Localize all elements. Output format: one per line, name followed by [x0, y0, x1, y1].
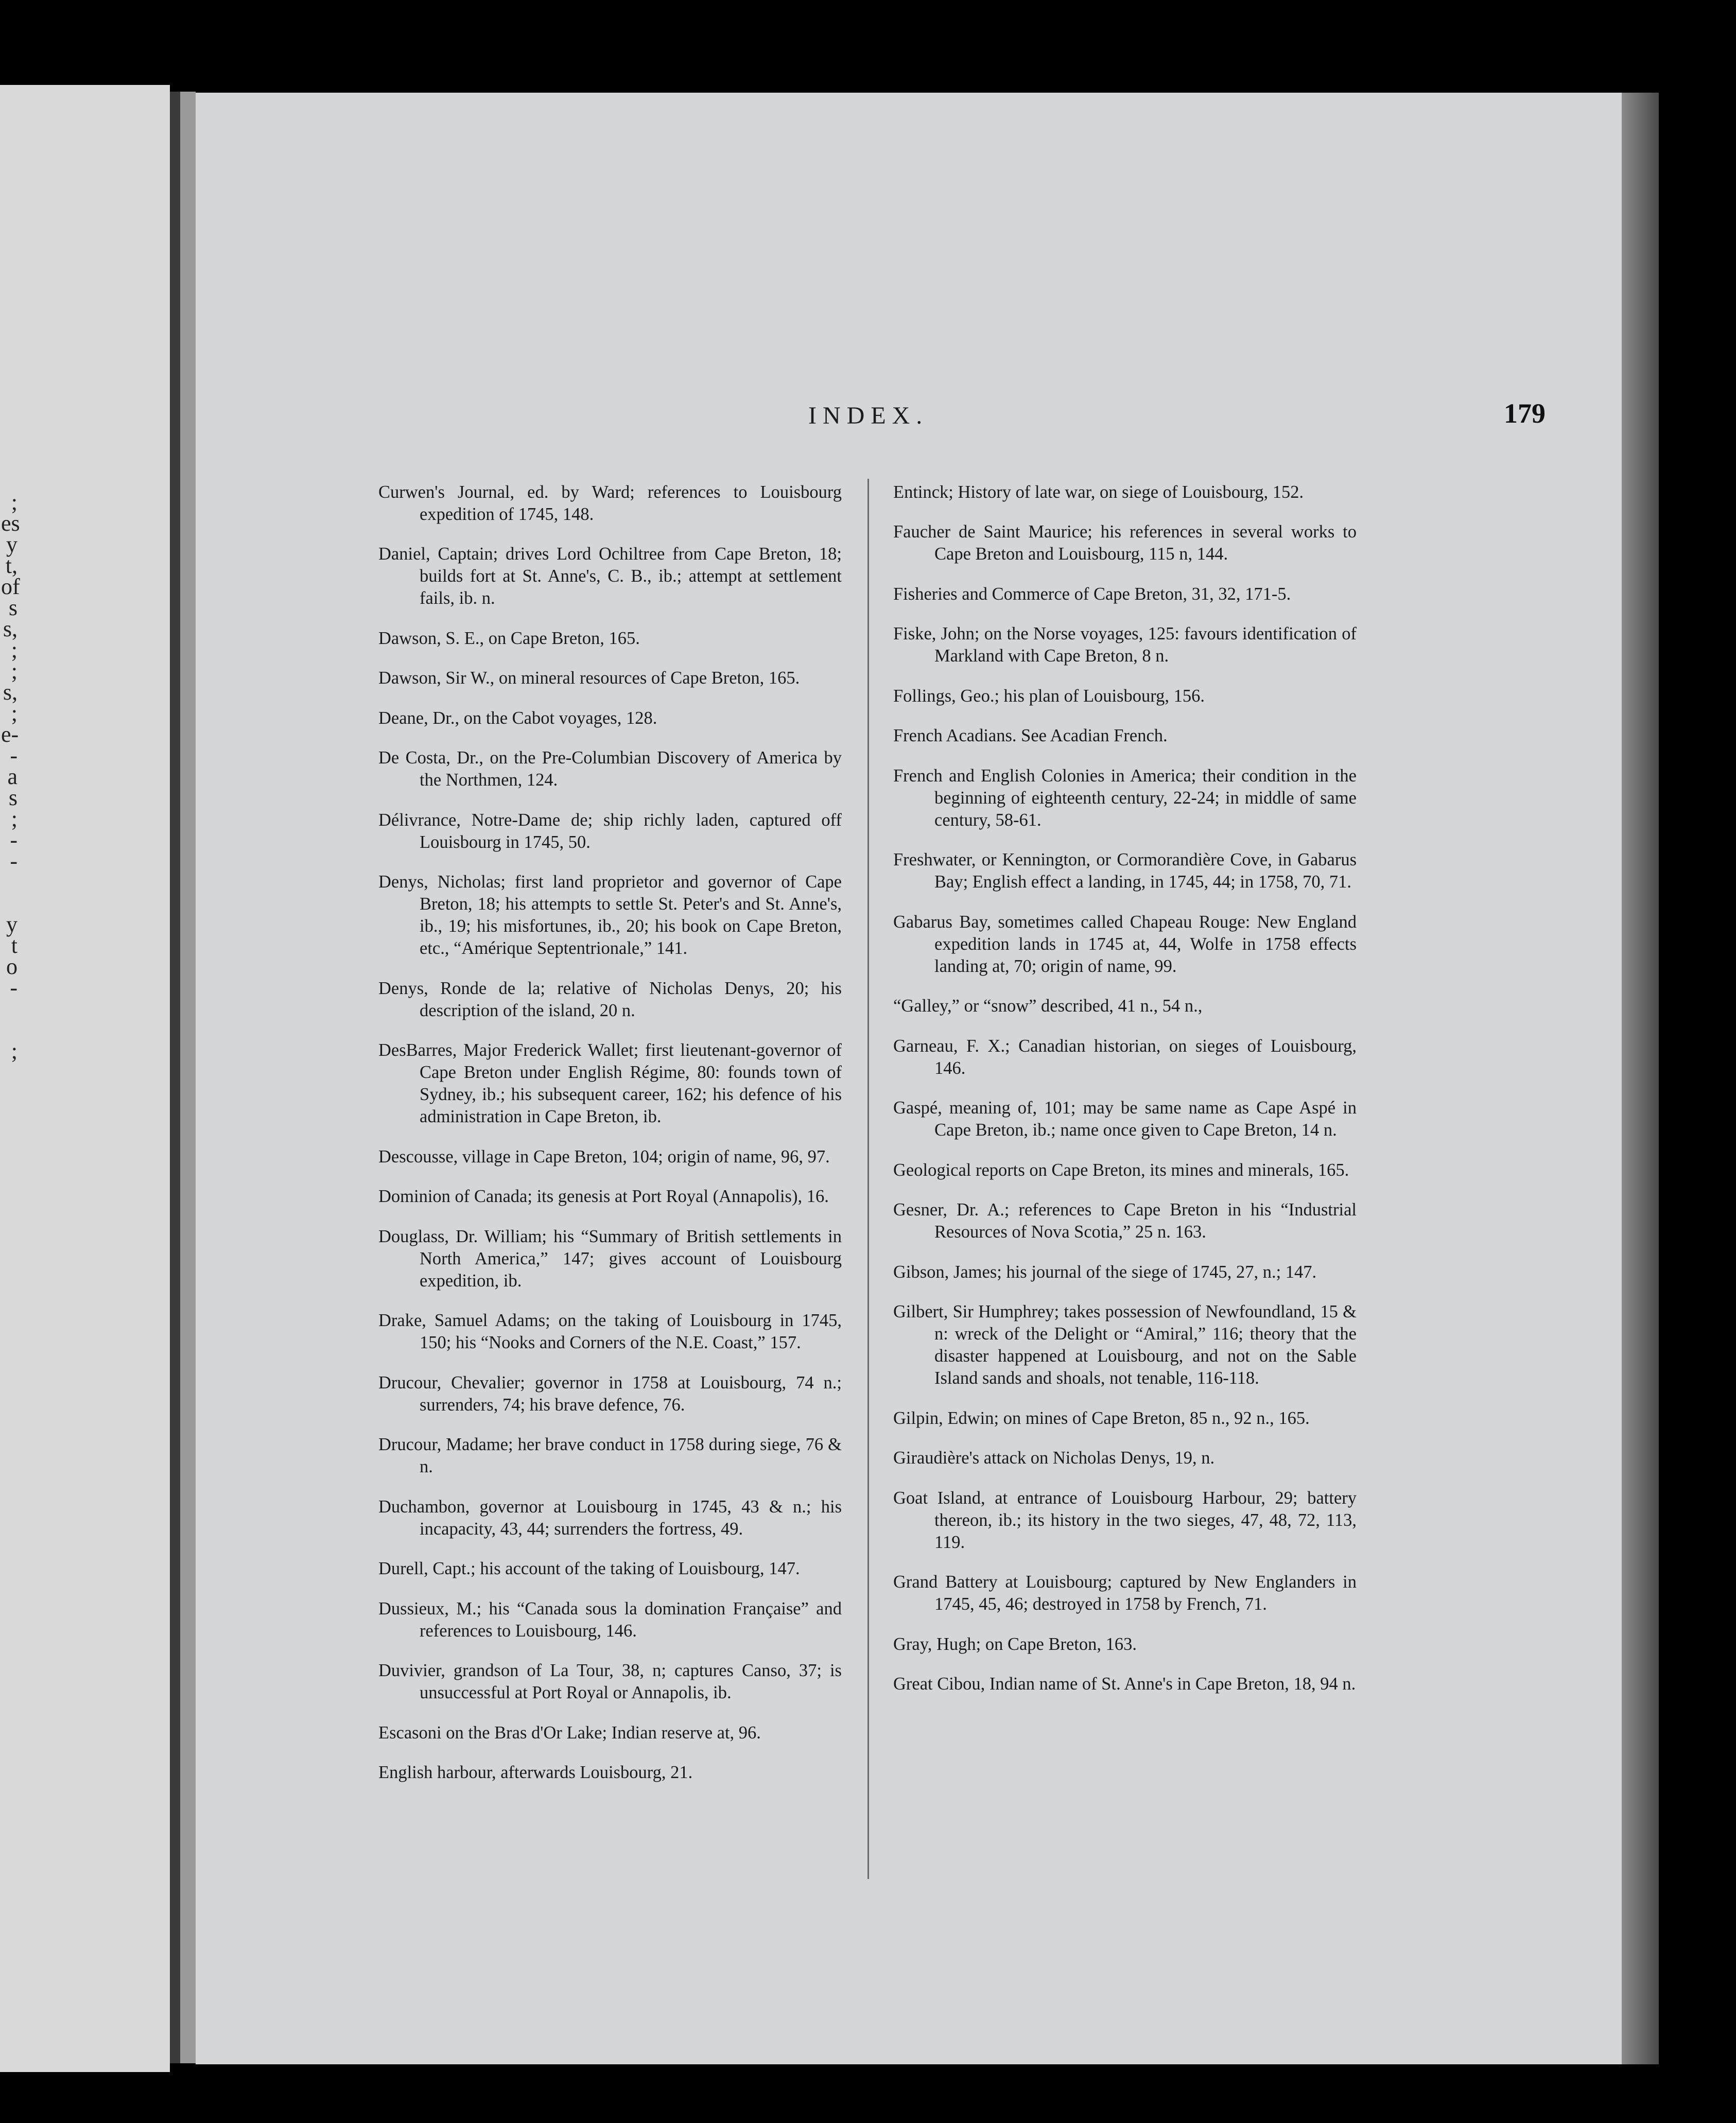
left-page-fragment-line: - [10, 827, 18, 852]
index-column-left [378, 463, 842, 1796]
left-page-fragment-line: ; [11, 658, 18, 684]
page-number: 179 [1504, 398, 1546, 429]
index-entry: Dominion of Canada; its genesis at Port Royal (Annapolis), 16. [378, 1187, 829, 1206]
page-edge-shadow [1622, 93, 1659, 2064]
index-entry: Giraudière's attack on Nicholas Denys, 19, n. [893, 1448, 1215, 1468]
index-entry: Garneau, F. X.; Canadian historian, on sieges of Louisbourg, 146. [893, 1036, 1357, 1078]
index-entry: “Galley,” or “snow” described, 41 n., 54 n., [893, 996, 1203, 1016]
left-page-fragment-line: o [6, 954, 18, 979]
index-entry: Dawson, Sir W., on mineral resources of Cape Breton, 165. [378, 668, 800, 688]
index-entry: Gabarus Bay, sometimes called Chapeau Rouge: New England expedition lands in 1745 at, 44, Wolfe in 1758 effects landing at, 70; origin of name, 99. [893, 912, 1357, 976]
left-page-fragment-line: t [11, 933, 18, 958]
left-page-fragment-line: ; [11, 701, 18, 726]
left-page-fragment-line: ; [11, 490, 18, 515]
left-page-fragment-line: a [7, 764, 18, 789]
left-page-fragment-line: es [1, 511, 20, 536]
index-entry: Duvivier, grandson of La Tour, 38, n; captures Canso, 37; is unsuccessful at Port Royal or Annapolis, ib. [378, 1661, 842, 1702]
index-entry: Duchambon, governor at Louisbourg in 1745, 43 & n.; his incapacity, 43, 44; surrenders the fortress, 49. [378, 1496, 842, 1539]
index-column-right [893, 463, 1357, 1707]
index-entry: Great Cibou, Indian name of St. Anne's in Cape Breton, 18, 94 n. [893, 1674, 1356, 1694]
index-entry: Entinck; History of late war, on siege of Louisbourg, 152. [893, 482, 1304, 502]
index-entry: English harbour, afterwards Louisbourg, 21. [378, 1763, 693, 1782]
index-entry: Gilpin, Edwin; on mines of Cape Breton, 85 n., 92 n., 165. [893, 1408, 1310, 1428]
left-page-fragment-line: y [6, 912, 18, 937]
left-page-fragment-line: y [6, 532, 18, 557]
left-page-fragment-line: ; [11, 637, 18, 663]
index-entry: Goat Island, at entrance of Louisbourg Harbour, 29; battery thereon, ib.; its history in the two sieges, 47, 48, 72, 113, 119. [893, 1488, 1357, 1552]
index-entry: French Acadians. See Acadian French. [893, 726, 1168, 745]
index-entry: Escasoni on the Bras d'Or Lake; Indian reserve at, 96. [378, 1722, 761, 1743]
index-entry: DesBarres, Major Frederick Wallet; first lieutenant-governor of Cape Breton under English Régime, 80: founds town of Sydney, ib.; his subsequent career, 162; his defence of his administration in Cape Breton, ib. [378, 1040, 842, 1126]
left-page-fragment-line: s [8, 785, 18, 810]
index-entry: Faucher de Saint Maurice; his references in several works to Cape Breton and Louisbourg, 115 n, 144. [893, 522, 1357, 564]
left-page-fragment-line: - [10, 743, 18, 768]
index-entry: Gilbert, Sir Humphrey; takes possession of Newfoundland, 15 & n: wreck of the Delight or “Amiral,” 116; theory that the disaster happened at Louisbourg, and not on the Sable Island sands and shoals, not tenable, 116-118. [893, 1302, 1357, 1388]
left-page-fragment-line: of [1, 574, 20, 599]
page-title: INDEX. [808, 402, 929, 429]
running-head [196, 398, 1622, 432]
index-entry: Curwen's Journal, ed. by Ward; references to Louisbourg expedition of 1745, 148. [378, 482, 842, 524]
left-page-fragment-line: s [8, 595, 18, 620]
index-entry: Gesner, Dr. A.; references to Cape Breton in his “Industrial Resources of Nova Scotia,” 25 n. 163. [893, 1200, 1357, 1242]
index-entry: Drucour, Madame; her brave conduct in 1758 during siege, 76 & n. [378, 1435, 842, 1476]
index-entry: Fiske, John; on the Norse voyages, 125: favours identification of Markland with Cape Breton, 8 n. [893, 624, 1357, 666]
left-page-fragment [0, 85, 170, 2072]
index-entry: French and English Colonies in America; their condition in the beginning of eighteenth century, 22-24; in middle of same century, 58-61. [893, 765, 1357, 830]
index-entry: Durell, Capt.; his account of the taking of Louisbourg, 147. [378, 1559, 800, 1578]
index-entry: Grand Battery at Louisbourg; captured by New Englanders in 1745, 45, 46; destroyed in 1758 by French, 71. [893, 1572, 1357, 1614]
book-gutter-shadow [170, 92, 180, 2063]
left-page-fragment-line [1, 1019, 18, 1040]
index-entry: Fisheries and Commerce of Cape Breton, 31, 32, 171-5. [893, 584, 1291, 604]
left-page-fragment-line: ; [11, 1038, 18, 1064]
index-entry: Daniel, Captain; drives Lord Ochiltree from Cape Breton, 18; builds fort at St. Anne's, C. B., ib.; attempt at settlement fails, ib. n. [378, 544, 842, 608]
left-page-text-edge [1, 492, 18, 1062]
index-entry: Follings, Geo.; his plan of Louisbourg, 156. [893, 686, 1205, 706]
index-entry: Dawson, S. E., on Cape Breton, 165. [378, 628, 640, 648]
left-page-fragment-line [1, 893, 18, 914]
index-entry: Gibson, James; his journal of the siege of 1745, 27, n.; 147. [893, 1262, 1317, 1282]
left-page-fragment-line: t, [5, 553, 18, 578]
index-entry: Descousse, village in Cape Breton, 104; origin of name, 96, 97. [378, 1146, 830, 1167]
index-page [196, 93, 1622, 2064]
index-entry: Drake, Samuel Adams; on the taking of Louisbourg in 1745, 150; his “Nooks and Corners of the N.E. Coast,” 157. [378, 1311, 842, 1352]
index-entry: De Costa, Dr., on the Pre-Columbian Discovery of America by the Northmen, 124. [378, 748, 842, 790]
left-page-fragment-line [1, 872, 18, 893]
index-entry: Douglass, Dr. William; his “Summary of British settlements in North America,” 147; gives account of Louisbourg expedition, ib. [378, 1226, 842, 1291]
column-divider [867, 479, 869, 1879]
index-entry: Drucour, Chevalier; governor in 1758 at Louisbourg, 74 n.; surrenders, 74; his brave defence, 76. [378, 1372, 842, 1415]
left-page-fragment-line: - [10, 975, 18, 1000]
left-page-fragment-line: ; [11, 806, 18, 831]
index-entry: Deane, Dr., on the Cabot voyages, 128. [378, 708, 657, 728]
book-gutter [180, 92, 196, 2063]
index-entry: Gray, Hugh; on Cape Breton, 163. [893, 1634, 1137, 1654]
index-entry: Gaspé, meaning of, 101; may be same name as Cape Aspé in Cape Breton, ib.; name once given to Cape Breton, 14 n. [893, 1098, 1357, 1140]
index-entry: Délivrance, Notre-Dame de; ship richly laden, captured off Louisbourg in 1745, 50. [378, 810, 842, 852]
index-entry: Dussieux, M.; his “Canada sous la domination Française” and references to Louisbourg, 146. [378, 1598, 842, 1641]
index-entry: Freshwater, or Kennington, or Cormorandière Cove, in Gabarus Bay; English effect a landing, in 1745, 44; in 1758, 70, 71. [893, 850, 1357, 892]
index-entry: Geological reports on Cape Breton, its mines and minerals, 165. [893, 1160, 1349, 1180]
index-entry: Denys, Ronde de la; relative of Nicholas Denys, 20; his description of the island, 20 n. [378, 978, 842, 1020]
left-page-fragment-line: e- [1, 722, 19, 747]
left-page-fragment-line: - [10, 848, 18, 874]
left-page-fragment-line: s, [3, 616, 18, 641]
left-page-fragment-line [1, 998, 18, 1019]
left-page-fragment-line: s, [3, 680, 18, 705]
index-entry: Denys, Nicholas; first land proprietor and governor of Cape Breton, 18; his attempts to settle St. Peter's and St. Anne's, ib., 19; his misfortunes, ib., 20; his book on Cape Breton, etc., “Amérique Septentrionale,” 141. [378, 872, 842, 958]
